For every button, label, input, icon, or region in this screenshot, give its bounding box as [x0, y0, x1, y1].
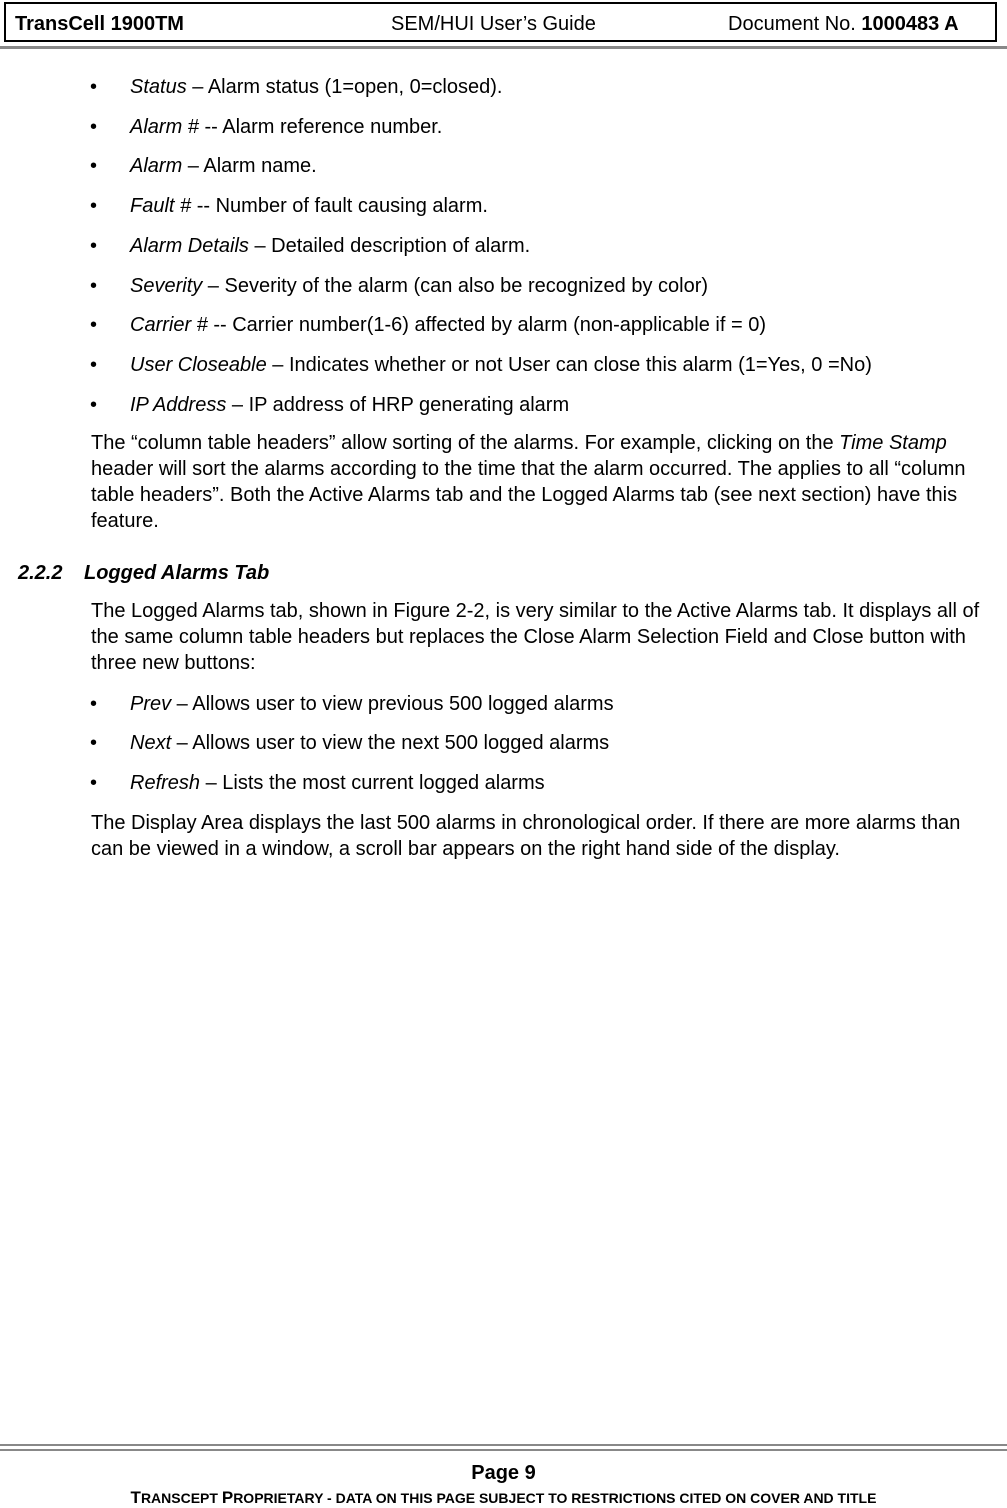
sorting-text-1: The “column table headers” allow sorting of the alarms. For example, clicking on the — [91, 432, 840, 454]
bullet-glyph: • — [90, 314, 98, 336]
bullet-term: Alarm — [130, 155, 183, 177]
bullet-desc: -- Number of fault causing alarm. — [191, 195, 488, 217]
bullet-term: User Closeable — [130, 354, 267, 376]
bullet-desc: -- Alarm reference number. — [198, 116, 443, 138]
bullet-desc: – Lists the most current logged alarms — [200, 772, 545, 794]
bullet-desc: – Severity of the alarm (can also be recognized by color) — [202, 275, 709, 297]
bullet-term: Prev — [130, 693, 172, 715]
bullet-glyph: • — [90, 772, 98, 794]
bullet-term: Status — [130, 76, 187, 98]
bullet-glyph: • — [90, 732, 98, 754]
page-number: Page 9 — [471, 1462, 536, 1484]
footer-divider-bottom — [0, 1449, 1007, 1451]
header-document-number — [728, 13, 959, 36]
bullet-desc: -- Carrier number(1-6) affected by alarm (non-applicable if = 0) — [207, 314, 766, 336]
proprietary-p: P — [221, 1488, 234, 1507]
sorting-paragraph — [91, 430, 991, 534]
header-guide-title: SEM/HUI User’s Guide — [391, 13, 596, 35]
bullet-glyph: • — [90, 195, 98, 217]
section-title: Logged Alarms Tab — [84, 562, 270, 584]
sorting-text-2: header will sort the alarms according to the time that the alarm occurred. The applies to all “column table headers”. Both the Active Alarms tab and the Logged Alarms tab (see next section) have this feature. — [91, 458, 966, 532]
sorting-time-stamp: Time Stamp — [839, 432, 947, 454]
bullet-glyph: • — [90, 275, 98, 297]
bullet-term: Fault # — [130, 195, 192, 217]
header-doc-label: Document No. — [728, 13, 862, 35]
section-number: 2.2.2 — [18, 562, 63, 584]
bullet-term: Next — [130, 732, 172, 754]
header-product: TransCell 1900TM — [15, 13, 184, 35]
bullet-glyph: • — [90, 116, 98, 138]
bullet-term: IP Address — [130, 394, 227, 416]
bullet-glyph: • — [90, 76, 98, 98]
proprietary-rest: ROPRIETARY - DATA ON THIS PAGE SUBJECT TO RESTRICTIONS CITED ON COVER AND TITLE — [233, 1490, 877, 1506]
footer-divider-top — [0, 1444, 1007, 1446]
bullet-term: Refresh — [130, 772, 201, 794]
bullet-term: Severity — [130, 275, 203, 297]
proprietary-notice — [0, 1488, 1007, 1508]
bullet-glyph: • — [90, 235, 98, 257]
proprietary-t: T — [130, 1488, 141, 1507]
header-divider — [0, 46, 1007, 49]
section-heading — [18, 562, 269, 585]
bullet-glyph: • — [90, 693, 98, 715]
bullet-glyph: • — [90, 354, 98, 376]
header-doc-id: 1000483 A — [861, 13, 959, 35]
bullet-term: Carrier # — [130, 314, 208, 336]
proprietary-ranscept: RANSCEPT — [140, 1490, 222, 1506]
logged-alarms-intro: The Logged Alarms tab, shown in Figure 2-2, is very similar to the Active Alarms tab. It displays all of the same column table headers but replaces the Close Alarm Selection Field and Close button with three new buttons: — [91, 600, 980, 674]
bullet-desc: – Allows user to view the next 500 logged alarms — [171, 732, 610, 754]
bullet-desc: – Indicates whether or not User can close this alarm (1=Yes, 0 =No) — [266, 354, 872, 376]
page-header — [4, 2, 997, 42]
bullet-term: Alarm # — [130, 116, 199, 138]
bullet-glyph: • — [90, 155, 98, 177]
bullet-desc: – Alarm name. — [182, 155, 317, 177]
bullet-term: Alarm Details — [130, 235, 249, 257]
bullet-desc: – Allows user to view previous 500 logged alarms — [171, 693, 614, 715]
bullet-desc: – IP address of HRP generating alarm — [226, 394, 570, 416]
bullet-desc: – Alarm status (1=open, 0=closed). — [186, 76, 503, 98]
bullet-desc: – Detailed description of alarm. — [248, 235, 531, 257]
display-area-paragraph: The Display Area displays the last 500 alarms in chronological order. If there are more alarms than can be viewed in a window, a scroll bar appears on the right hand side of the display. — [91, 812, 961, 860]
bullet-glyph: • — [90, 394, 98, 416]
